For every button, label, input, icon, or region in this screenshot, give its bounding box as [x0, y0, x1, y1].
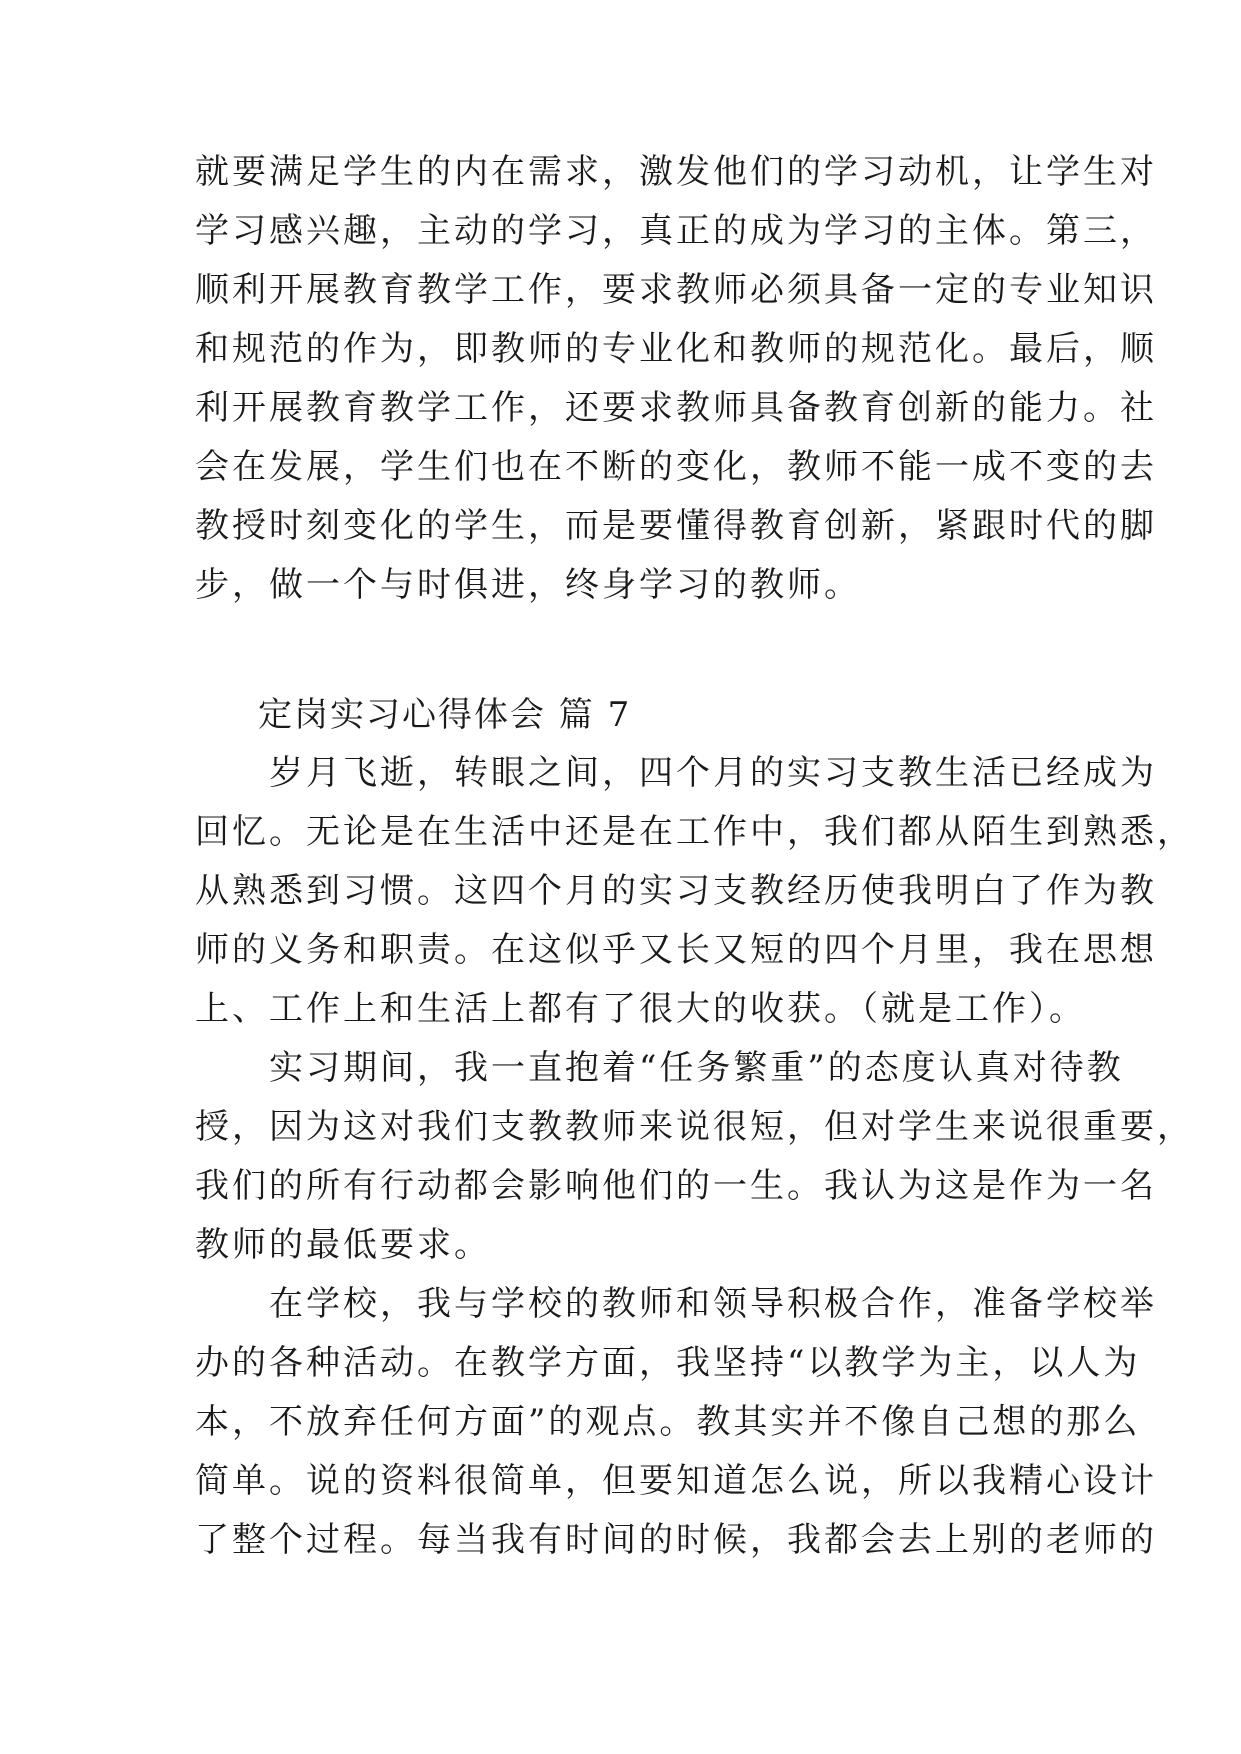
text-line: 学习感兴趣，主动的学习，真正的成为学习的主体。第三， — [195, 211, 1157, 251]
text-line: 上、工作上和生活上都有了很大的收获。（就是工作）。 — [195, 989, 1086, 1029]
text-line: 了整个过程。每当我有时间的时候，我都会去上别的老师的 — [195, 1520, 1157, 1560]
text-line: 授，因为这对我们支教教师来说很短，但对学生来说很重要， — [195, 1107, 1194, 1147]
text-line: 办的各种活动。在教学方面，我坚持“以教学为主，以人为 — [195, 1343, 1141, 1383]
text-line: 教授时刻变化的学生，而是要懂得教育创新，紧跟时代的脚 — [195, 506, 1157, 546]
text-line: 在学校，我与学校的教师和领导积极合作，准备学校举 — [195, 1284, 1157, 1324]
text-line: 顺利开展教育教学工作，要求教师必须具备一定的专业知识 — [195, 270, 1157, 310]
text-line: 本，不放弃任何方面”的观点。教其实并不像自己想的那么 — [195, 1402, 1141, 1442]
text-line: 教师的最低要求。 — [195, 1225, 491, 1265]
text-line: 从熟悉到习惯。这四个月的实习支教经历使我明白了作为教 — [195, 871, 1157, 911]
text-line: 就要满足学生的内在需求，激发他们的学习动机，让学生对 — [195, 152, 1157, 192]
section-title: 定岗实习心得体会 篇 7 — [258, 695, 632, 735]
text-line: 和规范的作为，即教师的专业化和教师的规范化。最后，顺 — [195, 329, 1157, 369]
text-line: 会在发展，学生们也在不断的变化，教师不能一成不变的去 — [195, 447, 1157, 487]
text-line: 回忆。无论是在生活中还是在工作中，我们都从陌生到熟悉， — [195, 812, 1194, 852]
text-line: 岁月飞逝，转眼之间，四个月的实习支教生活已经成为 — [195, 753, 1157, 793]
text-line: 实习期间，我一直抱着“任务繁重”的态度认真对待教 — [195, 1048, 1124, 1088]
text-line: 我们的所有行动都会影响他们的一生。我认为这是作为一名 — [195, 1166, 1157, 1206]
text-line: 师的义务和职责。在这似乎又长又短的四个月里，我在思想 — [195, 930, 1157, 970]
text-line: 步，做一个与时俱进，终身学习的教师。 — [195, 565, 861, 605]
text-line: 利开展教育教学工作，还要求教师具备教育创新的能力。社 — [195, 388, 1157, 428]
text-line: 简单。说的资料很简单，但要知道怎么说，所以我精心设计 — [195, 1461, 1157, 1501]
